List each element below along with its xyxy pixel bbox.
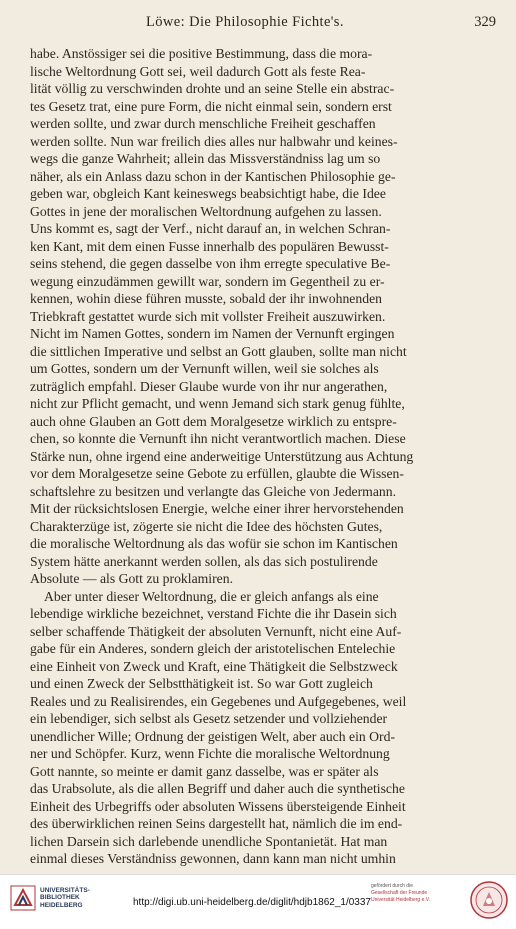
text-line: des überwirklichen reinen Seins dargestellt hat, nämlich die im end- xyxy=(30,816,403,831)
text-line: Gottes in jene der moralischen Weltordnung aufgehen zu lassen. xyxy=(30,203,382,219)
permalink-url[interactable]: http://digi.ub.uni-heidelberg.de/diglit/hdjb1862_1/0337 xyxy=(133,897,371,908)
text-line: unendlicher Wille; Ordnung der geistigen Welt, aber auch ein Ord- xyxy=(30,728,396,744)
library-logo[interactable] xyxy=(10,885,90,911)
sponsor-line: gefördert durch die xyxy=(371,883,413,889)
paragraph-1 xyxy=(30,45,485,588)
text-line: eine Einheit von Zweck und Kraft, eine Thätigkeit die Selbstzweck xyxy=(30,658,398,674)
text-line: kennen, wohin diese führen musste, sobald der ihr inwohnenden xyxy=(30,291,382,306)
sponsor-line: Universität Heidelberg e.V. xyxy=(371,897,431,903)
library-name xyxy=(40,887,90,910)
text-line: chen, so konnte die Vernunft ihn nicht verantwortlich machen. Diese xyxy=(30,431,406,446)
text-line: schaftslehre zu besitzen und verlangte das Gleiche von Jedermann. xyxy=(30,483,397,499)
text-line: und einen Zweck der Selbstthätigkeit ist. So war Gott zugleich xyxy=(30,676,373,691)
text-line: Reales und zu Realisirendes, ein Gegebenes und Aufgegebenes, weil xyxy=(30,693,407,709)
text-line: lische Weltordnung Gott sei, weil dadurch Gott als feste Rea- xyxy=(30,63,366,79)
text-line: Aber unter dieser Weltordnung, die er gleich anfangs als eine xyxy=(44,588,379,604)
text-line: seins stehend, die gegen dasselbe von ihm erregte speculative Be- xyxy=(30,256,391,271)
library-name-line: BIBLIOTHEK xyxy=(40,894,80,902)
text-line: nicht zur Pflicht gemacht, und wenn Jemand sich stark genug fühlte, xyxy=(30,396,405,411)
text-line: Gott nannte, so meinte er damit ganz dasselbe, was er später als xyxy=(30,763,379,779)
text-line: ken Kant, mit dem einen Fusse innerhalb des populären Bewusst- xyxy=(30,238,389,254)
footer-bar xyxy=(0,874,516,929)
text-line: Charakterzüge ist, zögerte sie nicht die Idee des höchsten Gutes, xyxy=(30,518,383,534)
text-line: tes Gesetz trat, eine pure Form, die nicht einmal sein, sondern erst xyxy=(30,98,392,114)
library-name-line: UNIVERSITÄTS- xyxy=(40,886,90,894)
library-name-line: HEIDELBERG xyxy=(40,901,83,909)
page-number: 329 xyxy=(474,14,496,30)
text-line: vor dem Moralgesetze seine Gebote zu erfüllen, glaubte die Wissen- xyxy=(30,466,404,481)
text-line: das Urabsolute, als die allen Begriff und daher auch die synthetische xyxy=(30,781,405,796)
library-logo-icon xyxy=(10,885,36,911)
text-line: ner und Schöpfer. Kurz, wenn Fichte die moralische Weltordnung xyxy=(30,746,390,761)
sponsor-credit xyxy=(371,883,461,904)
text-line: Stärke nun, ohne irgend eine anderweitige Unterstützung aus Achtung xyxy=(30,448,414,464)
body-text xyxy=(30,45,485,868)
text-line: geben war, obgleich Kant keineswegs beabsichtigt habe, die Idee xyxy=(30,186,386,201)
text-line: Uns kommt es, sagt der Verf., nicht darauf an, in welchen Schran- xyxy=(30,221,391,236)
text-line: selber schaffende Thätigkeit der absoluten Vernunft, nicht eine Auf- xyxy=(30,623,402,639)
text-line: ein lebendiger, sich selbst als Gesetz setzender und vollziehender xyxy=(30,711,388,726)
sponsor-line: Gesellschaft der Freunde xyxy=(371,890,428,896)
running-title: Löwe: Die Philosophie Fichte's. xyxy=(146,14,344,30)
text-line: einmal dieses Verständniss gewonnen, dann kann man nicht umhin xyxy=(30,851,396,866)
text-line: um Gottes, sondern um der Vernunft willen, weil sie solches als xyxy=(30,361,379,376)
text-line: Nicht im Namen Gottes, sondern im Namen der Vernunft ergingen xyxy=(30,326,395,341)
text-line: die moralische Weltordnung als das wofür sie schon im Kantischen xyxy=(30,536,398,551)
text-line: wegs die ganze Wahrheit; allein das Missverständniss lag um so xyxy=(30,151,381,166)
text-line: werden sollte, und zwar durch menschliche Freiheit geschaffen xyxy=(30,116,376,131)
text-line: Triebkraft gestattet wurde sich mit vollster Freiheit auszuwirken. xyxy=(30,308,386,324)
text-line: lebendige wirkliche bezeichnet, verstand Fichte die ihr Dasein sich xyxy=(30,606,397,621)
text-line: lichen Darsein sich darlebende unendliche Spontanietät. Hat man xyxy=(30,833,388,849)
text-line: gabe für ein Anderes, sondern gleich der aristotelischen Entelechie xyxy=(30,641,396,656)
text-line: System hätte anerkannt werden sollen, als das sich postulirende xyxy=(30,553,378,569)
text-line: habe. Anstössiger sei die positive Bestimmung, dass die mora- xyxy=(30,46,373,61)
paragraph-2 xyxy=(30,588,485,868)
text-line: Mit der rücksichtslosen Energie, welche einer ihrer hervorstehenden xyxy=(30,501,404,516)
text-line: Einheit des Urbegriffs oder absoluten Wissens übersteigende Einheit xyxy=(30,798,406,814)
text-line: auch ohne Glauben an Gott dem Moralgesetze wirklich zu entspre- xyxy=(30,413,397,429)
page-header xyxy=(30,12,502,32)
university-seal-icon xyxy=(469,880,509,920)
text-line: wegung einzudämmen gewillt war, sondern im Gegentheil zu er- xyxy=(30,273,385,289)
text-line: zuträglich empfahl. Dieser Glaube wurde von ihr nur angerathen, xyxy=(30,378,388,394)
text-line: Absolute — als Gott zu proklamiren. xyxy=(30,571,233,586)
text-line: die sittlichen Imperative und selbst an Gott glauben, sollte man nicht xyxy=(30,343,407,359)
text-line: werden sollte. Nun war freilich dies alles nur halbwahr und keines- xyxy=(30,133,398,149)
text-line: näher, als ein Anlass dazu schon in der Kantischen Philosophie ge- xyxy=(30,168,396,184)
text-line: lität völlig zu verschwinden drohte und an seine Stelle ein abstrac- xyxy=(30,81,395,96)
